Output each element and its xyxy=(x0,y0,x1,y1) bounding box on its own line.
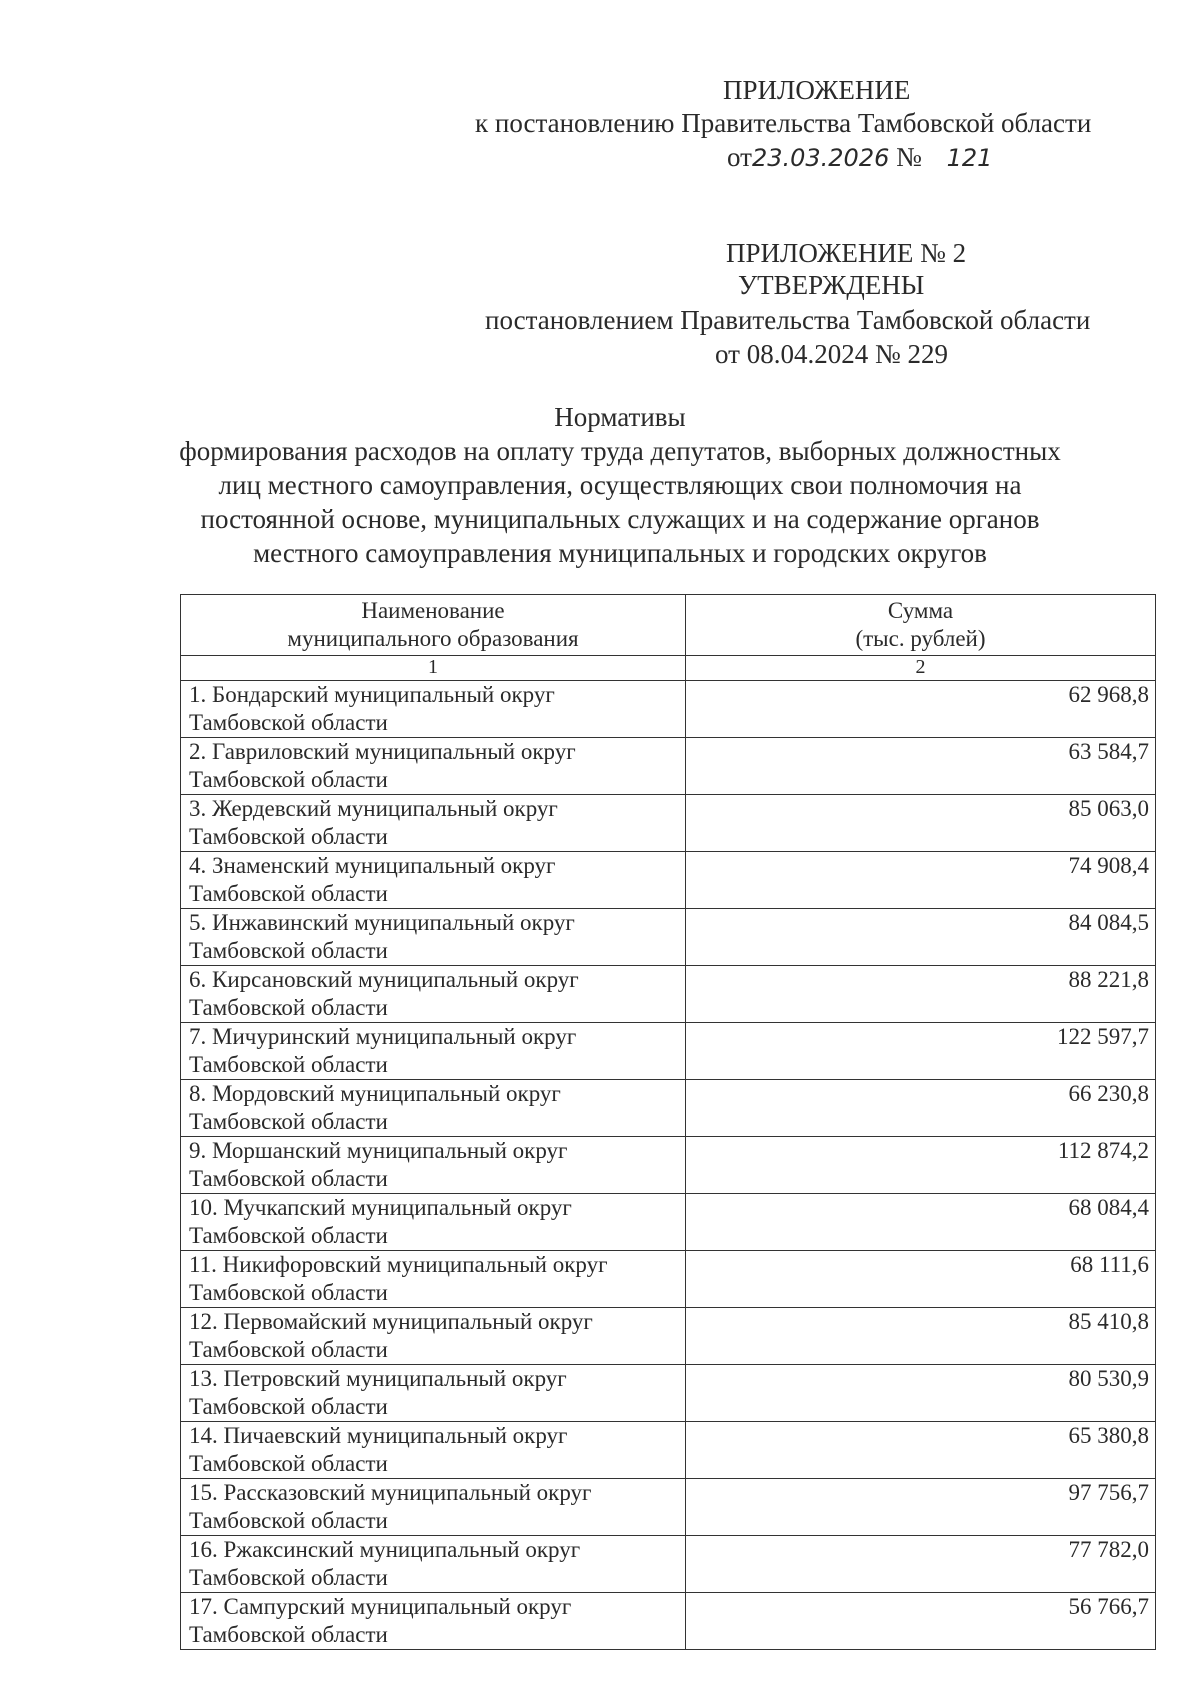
municipality-name-line: 4. Знаменский муниципальный округ xyxy=(189,853,556,878)
table-row xyxy=(181,909,1156,966)
municipality-name-line: 13. Петровский муниципальный округ xyxy=(189,1366,567,1391)
municipality-name-line: 10. Мучкапский муниципальный округ xyxy=(189,1195,572,1220)
municipality-region-line: Тамбовской области xyxy=(189,1166,388,1191)
municipality-region-line: Тамбовской области xyxy=(189,824,388,849)
table-row xyxy=(181,1479,1156,1536)
municipality-region-line: Тамбовской области xyxy=(189,881,388,906)
municipality-name xyxy=(181,966,686,1023)
municipality-name xyxy=(181,795,686,852)
annex-subtitle: к постановлению Правительства Тамбовской области xyxy=(475,108,1092,138)
municipality-region-line: Тамбовской области xyxy=(189,710,388,735)
column-header-line: муниципального образования xyxy=(287,626,579,651)
amount-cell: 62 968,8 xyxy=(686,681,1156,738)
column-number-row xyxy=(181,656,1156,681)
municipality-name-line: 17. Сампурский муниципальный округ xyxy=(189,1594,572,1619)
municipality-name xyxy=(181,1479,686,1536)
amount-cell: 63 584,7 xyxy=(686,738,1156,795)
amount-cell: 85 410,8 xyxy=(686,1308,1156,1365)
municipality-name-line: 1. Бондарский муниципальный округ xyxy=(189,682,555,707)
municipality-name xyxy=(181,1593,686,1650)
table-row xyxy=(181,1137,1156,1194)
municipality-region-line: Тамбовской области xyxy=(189,1451,388,1476)
norms-table xyxy=(180,594,1156,1650)
municipality-name xyxy=(181,1365,686,1422)
municipality-name xyxy=(181,852,686,909)
amount-cell: 68 111,6 xyxy=(686,1251,1156,1308)
column-header-line: Наименование xyxy=(361,598,505,623)
amount-cell: 77 782,0 xyxy=(686,1536,1156,1593)
municipality-region-line: Тамбовской области xyxy=(189,1622,388,1647)
amount-cell: 65 380,8 xyxy=(686,1422,1156,1479)
amount-cell: 112 874,2 xyxy=(686,1137,1156,1194)
handwritten-date: 23.03.2026 xyxy=(751,144,890,172)
title-line: постоянной основе, муниципальных служащих и на содержание органов xyxy=(200,504,1040,534)
column-header-name xyxy=(181,595,686,656)
annex-title: ПРИЛОЖЕНИЕ xyxy=(723,75,911,105)
approved-date: от 08.04.2024 № 229 xyxy=(715,339,948,369)
column-header-line: (тыс. рублей) xyxy=(855,626,986,651)
approved-label: УТВЕРЖДЕНЫ xyxy=(738,270,925,300)
title-line: формирования расходов на оплату труда депутатов, выборных должностных xyxy=(179,436,1061,466)
municipality-name-line: 7. Мичуринский муниципальный округ xyxy=(189,1024,577,1049)
municipality-name xyxy=(181,738,686,795)
amount-cell: 66 230,8 xyxy=(686,1080,1156,1137)
municipality-region-line: Тамбовской области xyxy=(189,1280,388,1305)
amount-cell: 122 597,7 xyxy=(686,1023,1156,1080)
column-number: 1 xyxy=(181,656,686,681)
municipality-name-line: 5. Инжавинский муниципальный округ xyxy=(189,910,575,935)
municipality-name xyxy=(181,1194,686,1251)
table-row xyxy=(181,1536,1156,1593)
municipality-name-line: 14. Пичаевский муниципальный округ xyxy=(189,1423,568,1448)
table-row xyxy=(181,966,1156,1023)
table-row xyxy=(181,681,1156,738)
municipality-region-line: Тамбовской области xyxy=(189,1109,388,1134)
annex2-title: ПРИЛОЖЕНИЕ № 2 xyxy=(726,238,967,268)
amount-cell: 97 756,7 xyxy=(686,1479,1156,1536)
municipality-name-line: 9. Моршанский муниципальный округ xyxy=(189,1138,568,1163)
table-row xyxy=(181,1593,1156,1650)
municipality-name-line: 16. Ржаксинский муниципальный округ xyxy=(189,1537,581,1562)
column-header-sum xyxy=(686,595,1156,656)
municipality-region-line: Тамбовской области xyxy=(189,1223,388,1248)
municipality-name xyxy=(181,1536,686,1593)
municipality-name xyxy=(181,1422,686,1479)
table-row xyxy=(181,738,1156,795)
handwritten-number: 121 xyxy=(946,144,993,172)
municipality-name xyxy=(181,1308,686,1365)
table-row xyxy=(181,795,1156,852)
amount-cell: 68 084,4 xyxy=(686,1194,1156,1251)
table-row xyxy=(181,1422,1156,1479)
table-row xyxy=(181,852,1156,909)
municipality-region-line: Тамбовской области xyxy=(189,1337,388,1362)
table-row xyxy=(181,1308,1156,1365)
municipality-region-line: Тамбовской области xyxy=(189,1052,388,1077)
municipality-region-line: Тамбовской области xyxy=(189,1508,388,1533)
annex-date-prefix: от xyxy=(727,142,752,172)
table-row xyxy=(181,1023,1156,1080)
annex-date-line xyxy=(727,142,992,173)
title-line: местного самоуправления муниципальных и городских округов xyxy=(253,538,987,568)
title-line: лиц местного самоуправления, осуществляющих свои полномочия на xyxy=(218,470,1022,500)
table-header-row xyxy=(181,595,1156,656)
municipality-region-line: Тамбовской области xyxy=(189,1394,388,1419)
amount-cell: 84 084,5 xyxy=(686,909,1156,966)
municipality-region-line: Тамбовской области xyxy=(189,995,388,1020)
table-row xyxy=(181,1251,1156,1308)
amount-cell: 88 221,8 xyxy=(686,966,1156,1023)
municipality-name xyxy=(181,1137,686,1194)
approved-by: постановлением Правительства Тамбовской области xyxy=(485,305,1091,335)
column-number: 2 xyxy=(686,656,1156,681)
column-header-line: Сумма xyxy=(887,598,954,623)
amount-cell: 80 530,9 xyxy=(686,1365,1156,1422)
amount-cell: 56 766,7 xyxy=(686,1593,1156,1650)
municipality-name xyxy=(181,1251,686,1308)
table-row xyxy=(181,1365,1156,1422)
municipality-name-line: 6. Кирсановский муниципальный округ xyxy=(189,967,579,992)
title-line: Нормативы xyxy=(554,402,686,432)
municipality-region-line: Тамбовской области xyxy=(189,1565,388,1590)
municipality-name-line: 3. Жердевский муниципальный округ xyxy=(189,796,558,821)
municipality-name-line: 11. Никифоровский муниципальный округ xyxy=(189,1252,608,1277)
municipality-name-line: 2. Гавриловский муниципальный округ xyxy=(189,739,576,764)
municipality-region-line: Тамбовской области xyxy=(189,767,388,792)
municipality-name-line: 12. Первомайский муниципальный округ xyxy=(189,1309,593,1334)
document-title xyxy=(160,400,1080,570)
amount-cell: 74 908,4 xyxy=(686,852,1156,909)
municipality-name-line: 15. Рассказовский муниципальный округ xyxy=(189,1480,592,1505)
table-row xyxy=(181,1080,1156,1137)
municipality-name-line: 8. Мордовский муниципальный округ xyxy=(189,1081,561,1106)
amount-cell: 85 063,0 xyxy=(686,795,1156,852)
municipality-name xyxy=(181,909,686,966)
table-row xyxy=(181,1194,1156,1251)
municipality-name xyxy=(181,681,686,738)
annex-number-label: № xyxy=(896,142,922,172)
municipality-region-line: Тамбовской области xyxy=(189,938,388,963)
municipality-name xyxy=(181,1023,686,1080)
municipality-name xyxy=(181,1080,686,1137)
